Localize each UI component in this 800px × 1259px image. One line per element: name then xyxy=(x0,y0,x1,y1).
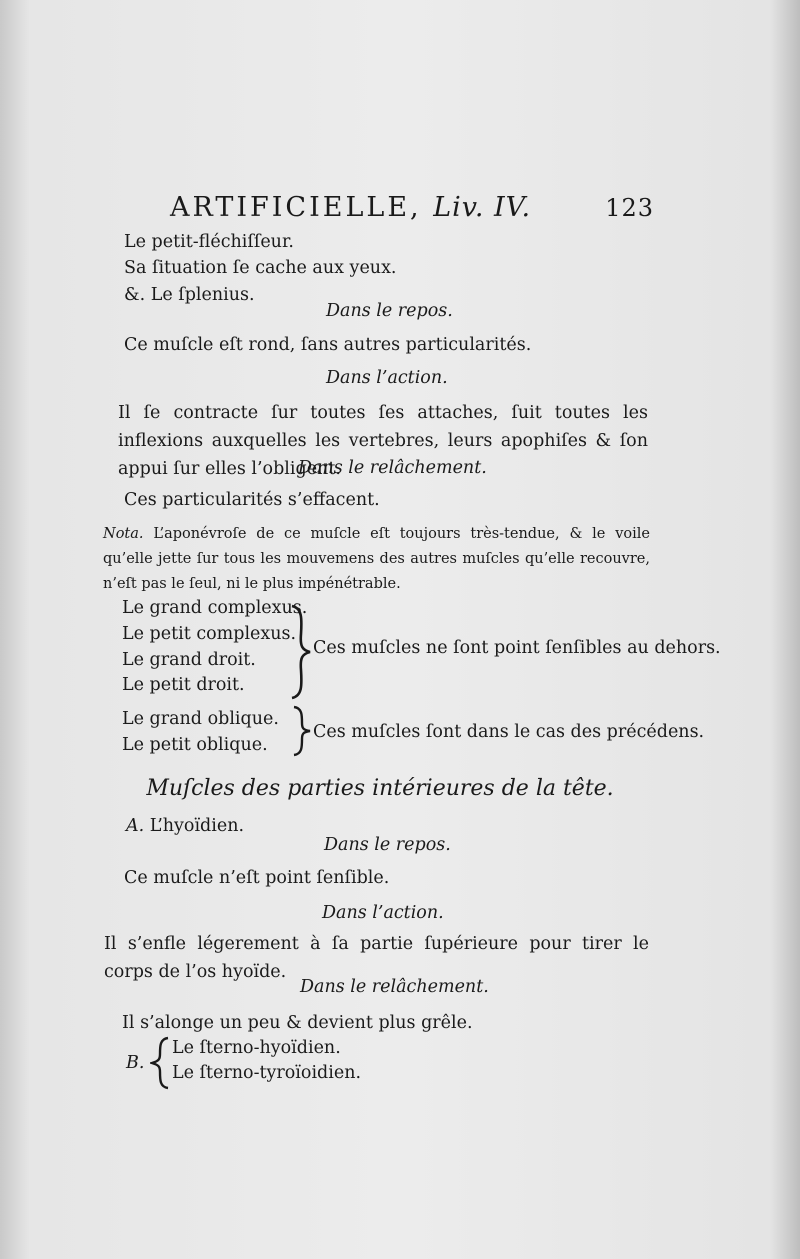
section-heading: Muſcles des parties intérieures de la tête. xyxy=(146,776,614,801)
entry-letter: B. xyxy=(126,1053,145,1073)
muscle-item: Le grand oblique. xyxy=(122,709,279,729)
paragraph: Il ſe contracte ſur toutes ſes attaches, ſuit toutes les inflexions auxquelles les vertebres, leurs apophiſes & ſon appui ſur elles l’obligent. xyxy=(118,403,648,479)
running-title-text: ARTIFICIELLE, xyxy=(170,192,422,223)
muscle-item: Le ſterno-tyroïoidien. xyxy=(172,1063,362,1083)
entry-letter: A. xyxy=(126,816,145,836)
nota-label: Nota. xyxy=(103,526,144,542)
muscle-item: Le petit droit. xyxy=(122,675,245,695)
subheading: Dans le repos. xyxy=(324,835,451,855)
page-number: 123 xyxy=(605,194,654,222)
nota-text: L’aponévroſe de ce muſcle eſt toujours très-tendue, & le voile qu’elle jette ſur tous les mouvemens des autres muſcles qu’elle recouvre, n’eſt pas le ſeul, ni le plus impénétrable. xyxy=(103,526,650,592)
paragraph: Ces particularités s’effacent. xyxy=(124,490,380,510)
group-note: Ces muſcles ſont dans le cas des précédens. xyxy=(313,722,705,742)
muscle-item: Le grand droit. xyxy=(122,650,256,670)
muscle-item: Le petit oblique. xyxy=(122,735,268,755)
group-note: Ces muſcles ne ſont point ſenſibles au dehors. xyxy=(313,638,721,658)
left-brace-icon xyxy=(150,1036,170,1090)
subheading: Dans le relâchement. xyxy=(300,977,489,997)
muscle-item: Le petit complexus. xyxy=(122,624,297,644)
paragraph: Ce muſcle eſt rond, ſans autres particularités. xyxy=(124,335,532,355)
subheading: Dans le relâchement. xyxy=(298,458,487,478)
muscle-item: Le grand complexus. xyxy=(122,598,308,618)
text-line: Sa ſituation ſe cache aux yeux. xyxy=(124,258,397,278)
subheading: Dans l’action. xyxy=(326,368,448,388)
subheading: Dans le repos. xyxy=(326,301,453,321)
right-brace-icon xyxy=(292,705,312,757)
running-header xyxy=(170,192,660,232)
text-line: &. Le ſplenius. xyxy=(124,285,255,305)
entry-name: L’hyoïdien. xyxy=(149,816,245,836)
paragraph: Il s’alonge un peu & devient plus grêle. xyxy=(122,1013,473,1033)
subheading: Dans l’action. xyxy=(322,903,444,923)
right-brace-icon xyxy=(290,604,312,700)
muscle-entry-a xyxy=(126,816,244,836)
book-reference: Liv. IV. xyxy=(433,192,532,223)
running-title xyxy=(170,192,531,223)
nota-paragraph xyxy=(103,522,650,597)
paragraph: Ce muſcle n’eſt point ſenſible. xyxy=(124,868,390,888)
paragraph: Il s’enfle légerement à ſa partie ſupérieure pour tirer le corps de l’os hyoïde. xyxy=(104,934,649,982)
text-line: Le petit-fléchiſſeur. xyxy=(124,232,294,252)
muscle-item: Le ſterno-hyoïdien. xyxy=(172,1038,341,1058)
